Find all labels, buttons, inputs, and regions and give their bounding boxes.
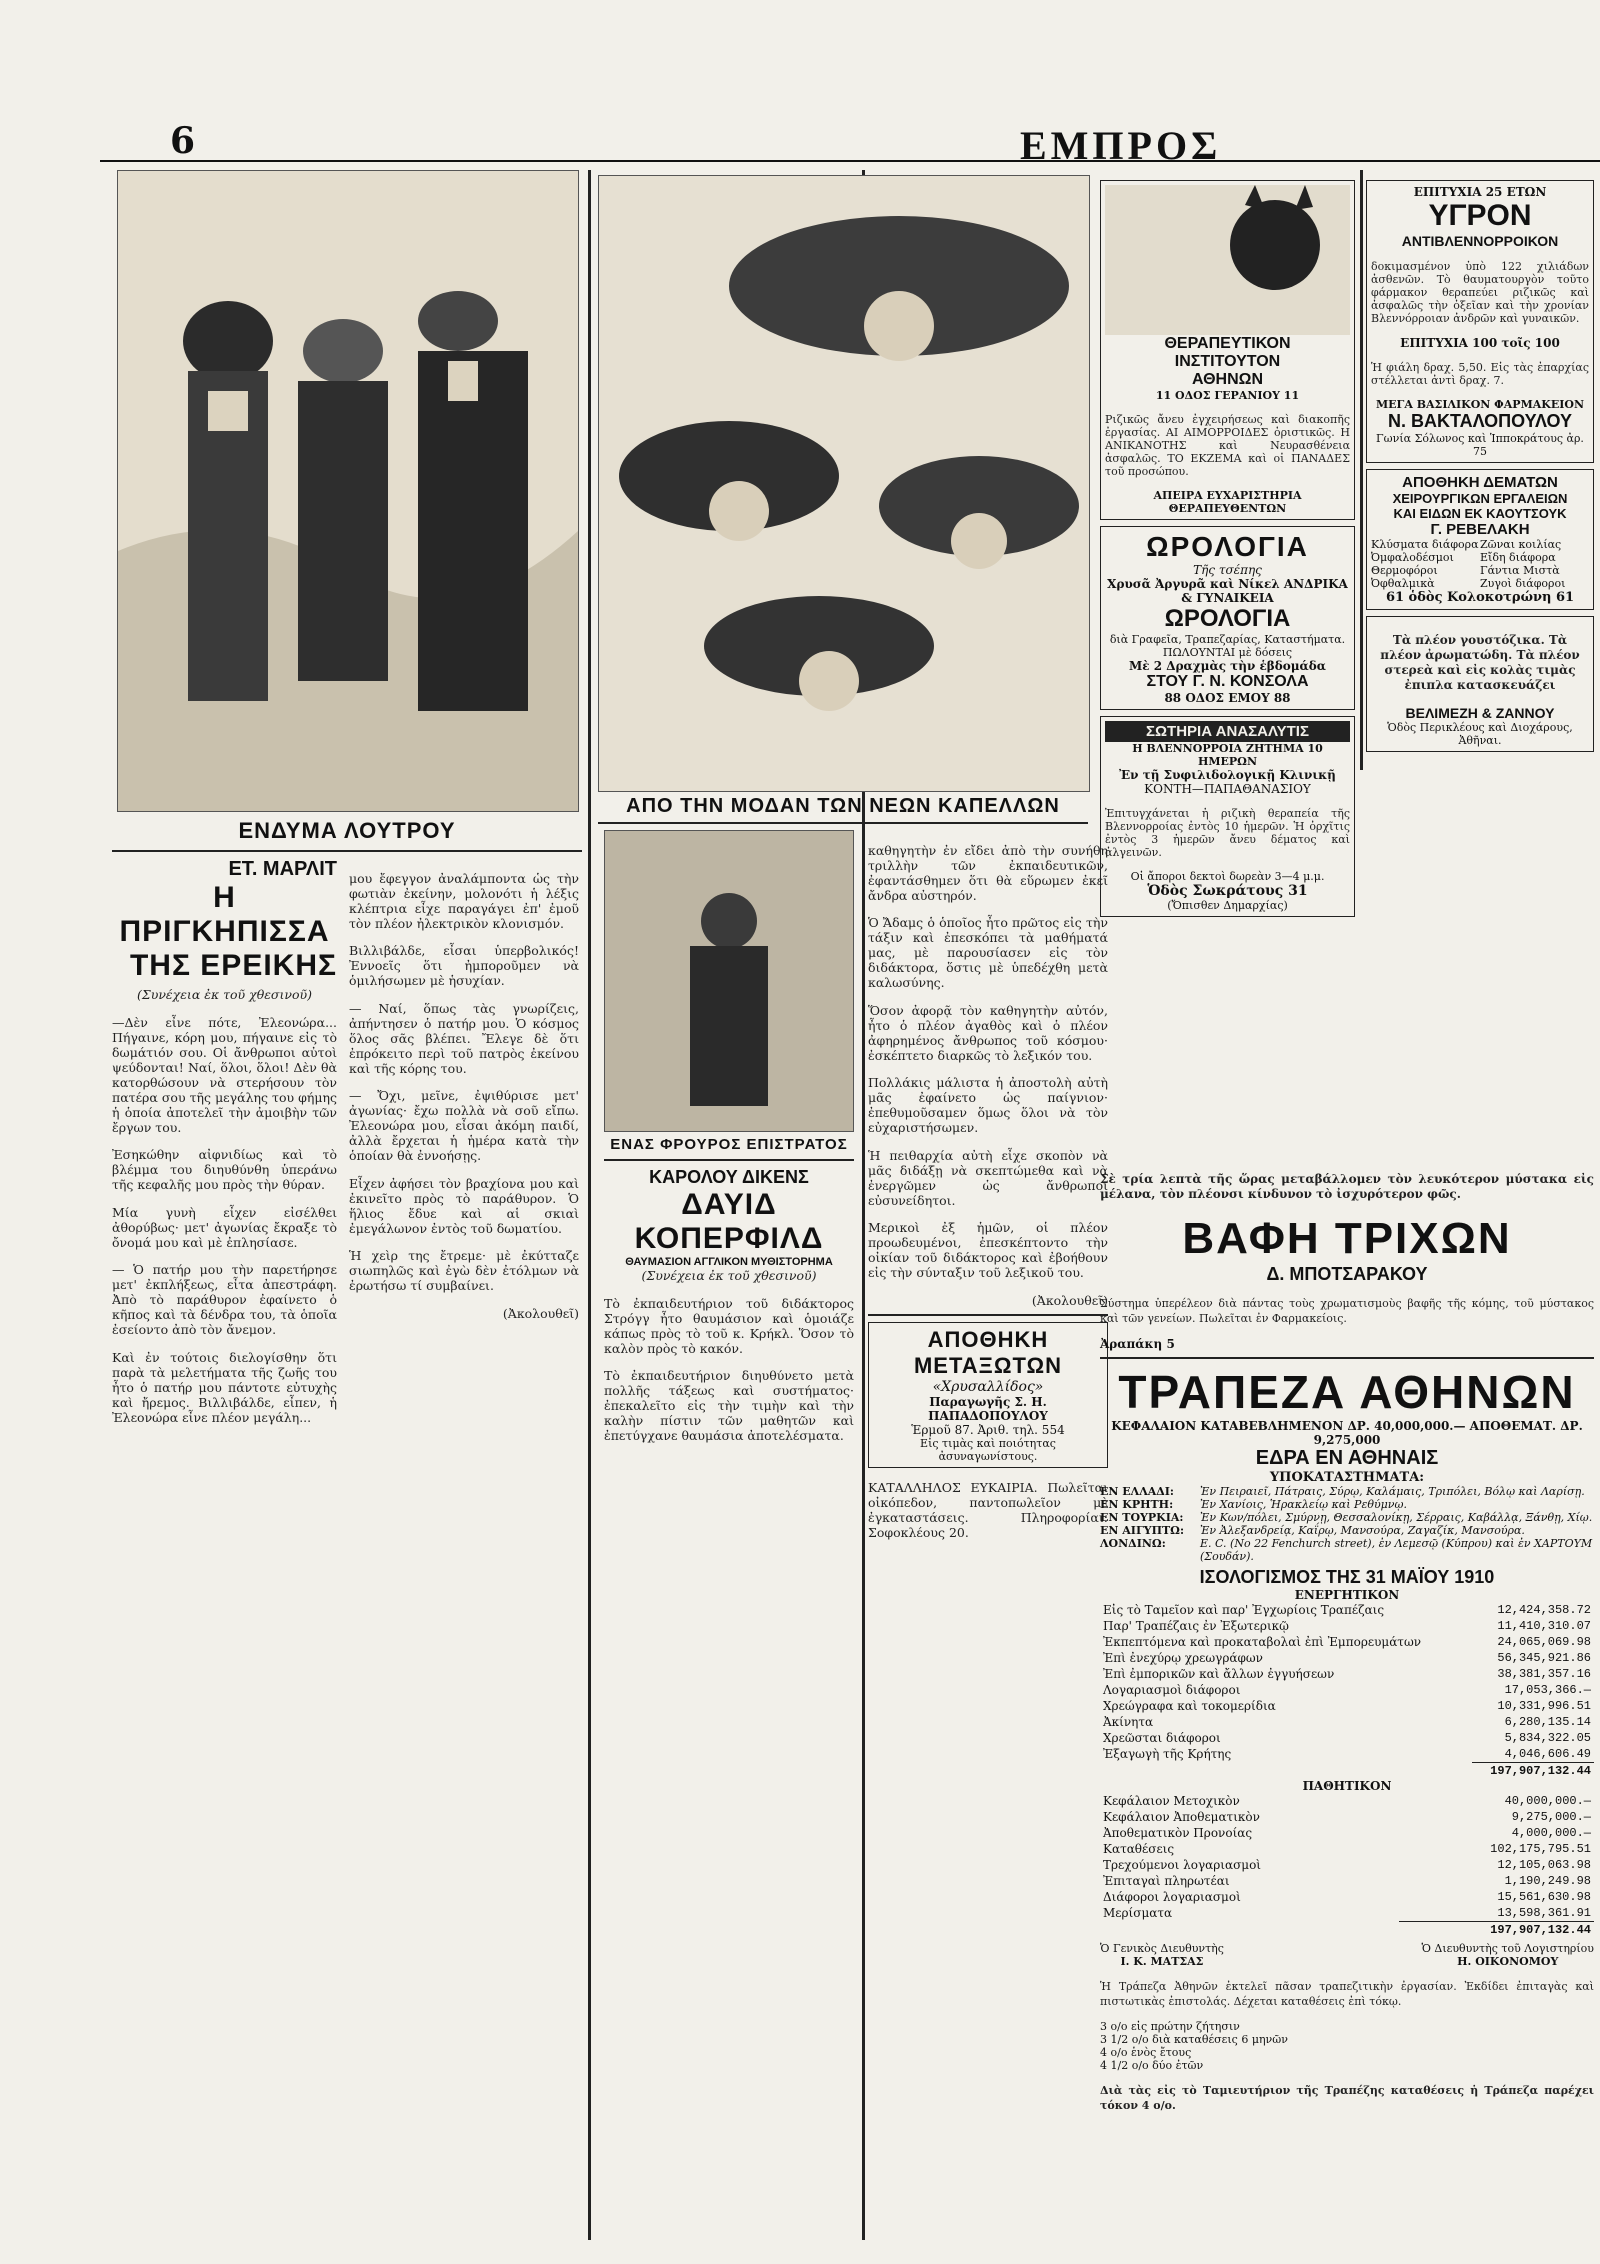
- watches-title-2: ΩΡΟΛΟΓΙΑ: [1164, 605, 1291, 632]
- bank-footer: Διὰ τὰς εἰς τὸ Ταμιευτήριον τῆς Τραπέζης καταθέσεις ἡ Τράπεζα παρέχει τόκον 4 ο/ο.: [1100, 2084, 1594, 2112]
- institute-text: Ριζικῶς ἄνευ ἐγχειρήσεως καὶ διακοπῆς ἐργασίας. ΑΙ ΑΙΜΟΡΡΟΙΔΕΣ ὁριστικῶς. Η ΑΝΙΚΑΝΟΤΗΣ καὶ Νευρασθένεια ἀσφαλῶς. ΤΟ ΕΚΖΕΜΑ καὶ οἱ ΠΑΝΑΔΕΣ τοῦ προσώπου.: [1105, 413, 1350, 478]
- watches-title: ΩΡΟΛΟΓΙΑ: [1146, 531, 1309, 562]
- furniture-address: Ὁδὸς Περικλέους καὶ Διοχάρους, Ἀθῆναι.: [1387, 721, 1573, 747]
- surgical-item: Εἴδη διάφορα: [1480, 551, 1556, 564]
- dickens-paragraph: Τὸ ἐκπαιδευτήριον διηυθύνετο μετὰ πολλῆς τάξεως καὶ συστήματος· ἐπεκαλεῖτο εἰς τὴν τιμὴν καὶ τὴν καλὴν πίστιν τῶν μαθητῶν καὶ ἐπετύγχανε θαυμάσια ἀποτελέσματα.: [604, 1368, 854, 1443]
- ledger-row: Κεφάλαιον Ἀποθεματικὸν 9,275,000.—: [1103, 1810, 1591, 1824]
- devil-figure-icon: [1105, 185, 1350, 335]
- column-rule: [1360, 170, 1363, 770]
- ledger-row: Κεφάλαιον Μετοχικὸν 40,000,000.—: [1103, 1794, 1591, 1808]
- clinic-doctors: ΚΟΝΤΗ—ΠΑΠΑΘΑΝΑΣΙΟΥ: [1144, 782, 1311, 796]
- clinic-ad: [1100, 716, 1355, 917]
- interest-row: 3 ο/ο εἰς πρώτην ζήτησιν: [1100, 2020, 1240, 2033]
- dickens-title: ΔΑΥΙΔ ΚΟΠΕΡΦΙΛΔ: [634, 1188, 824, 1255]
- dickens-paragraph: Τὸ ἐκπαιδευτήριον τοῦ διδάκτορος Στρόγγ ἦτο θαυμάσιον καὶ ὁμοιάζε κάπως πρὸς τὸ τοῦ κ. Κρήκλ. Ὅσον τὸ καλὸν πρὸς τὸ κακόν.: [604, 1295, 854, 1356]
- surgical-item: Ὀμφαλοδέσμοι: [1371, 551, 1454, 564]
- antiblenno-sub: ΑΝΤΙΒΛΕΝΝΟΡΡΟΙΚΟΝ: [1401, 233, 1559, 249]
- novel-column-2: [349, 858, 579, 1437]
- ledger-row: Ἐπιταγαὶ πληρωτέαι 1,190,249.98: [1103, 1874, 1591, 1888]
- bank-note: Ἡ Τράπεζα Ἀθηνῶν ἐκτελεῖ πᾶσαν τραπεζιτικὴν ἐργασίαν. Ἐκδίδει ἐπιταγὰς καὶ πιστωτικὰς ἐπιστολάς. Δέχεται καταθέσεις ἐπὶ τόκῳ.: [1100, 1980, 1594, 2008]
- dickens-continued: (Συνέχεια ἐκ τοῦ χθεσινοῦ): [641, 1268, 817, 1283]
- hair-dye-owner: Δ. ΜΠΟΤΣΑΡΑΚΟΥ: [1266, 1264, 1428, 1284]
- hats-caption: ΑΠΟ ΤΗΝ ΜΟΔΑΝ ΤΩΝ ΝΕΩΝ ΚΑΠΕΛΛΩΝ: [626, 795, 1060, 817]
- dickens-author: ΚΑΡΟΛΟΥ ΔΙΚΕΝΣ: [649, 1167, 809, 1187]
- novel-paragraph: Καὶ ἐν τούτοις διελογίσθην ὅτι παρὰ τὰ μελετήματα τῆς ζωῆς του ἦτο ὁ πατήρ μου πάντοτε εὐτυχὴς καὶ ἤρεμος. Βιλλιβάλδε, εἶπεν, ἡ Ἐλεονώρα εἶνε πλέον μεγάλη...: [112, 1349, 337, 1425]
- surgical-item: Ὀφθαλμικὰ: [1371, 577, 1435, 590]
- soldier-caption: ΕΝΑΣ ΦΡΟΥΡΟΣ ΕΠΙΣΤΡΑΤΟΣ: [610, 1136, 848, 1153]
- liabilities-title: ΠΑΘΗΤΙΚΟΝ: [1302, 1779, 1392, 1793]
- ledger-row: Εἰς τὸ Ταμεῖον καὶ παρ' Ἐγχωρίοις Τραπέζαις 12,424,358.72: [1103, 1603, 1591, 1617]
- signature-right: Ὁ Διευθυντὴς τοῦ Λογιστηρίου Η. ΟΙΚΟΝΟΜΟΥ: [1421, 1942, 1594, 1968]
- ledger-total: 197,907,132.44: [1100, 1763, 1594, 1780]
- silk-store-owner: Παραγωγῆς Σ. Η. ΠΑΠΑΔΟΠΟΥΛΟΥ: [928, 1394, 1048, 1423]
- therapeutic-institute-ad: [1100, 180, 1355, 520]
- ledger-total: 197,907,132.44: [1100, 1922, 1594, 1939]
- newspaper-title: ΕΜΠΡΟΣ: [1020, 123, 1222, 168]
- branch-row: [1100, 1524, 1594, 1537]
- interest-row: 4 ο/ο ἑνὸς ἔτους: [1100, 2046, 1192, 2059]
- hair-dye-address: Ἀραπάκη 5: [1100, 1337, 1175, 1351]
- ledger-row: Ἐξαγωγὴ τῆς Κρήτης 4,046,606.49: [1103, 1747, 1591, 1762]
- surgical-item: Θερμοφόροι: [1371, 564, 1438, 577]
- bank-branches-title: ΥΠΟΚΑΤΑΣΤΗΜΑΤΑ:: [1269, 1470, 1425, 1485]
- ledger-row: Χρεῶσται διάφοροι 5,834,322.05: [1103, 1731, 1591, 1745]
- silk-store-address: Ἑρμοῦ 87. Ἀριθ. τηλ. 554: [911, 1422, 1065, 1437]
- silk-store-sub: «Χρυσαλλίδος»: [932, 1378, 1044, 1395]
- ledger-row: Μερίσματα 13,598,361.91: [1103, 1906, 1591, 1921]
- clinic-address-note: (Ὄπισθεν Δημαρχίας): [1167, 899, 1288, 912]
- interest-rates: [1100, 2020, 1594, 2072]
- branch-region: ΕΝ ΑΙΓΥΠΤΩ:: [1100, 1524, 1185, 1537]
- ledger-row: Τρεχούμενοι λογαριασμοὶ 12,105,063.98: [1103, 1858, 1591, 1872]
- antiblenno-price: Ἡ φιάλη δραχ. 5,50. Εἰς τὰς ἐπαρχίας στέλλεται ἀντὶ δραχ. 7.: [1371, 361, 1589, 387]
- surgical-store-ad: [1366, 469, 1594, 610]
- ledger-row: Ἀποθεματικὸν Προνοίας 4,000,000.—: [1103, 1826, 1591, 1840]
- novel-paragraph: — Ὄχι, μεῖνε, ἐψιθύρισε μετ' ἀγωνίας· ἔχω πολλὰ νὰ σοῦ εἴπω. Ἐλεονώρα μου, εἶσαι ἀκόμη παιδί, ἀλλὰ ἔρχεται ἡ ἡμέρα κατὰ τὴν ὁποίαν θὰ ἐννοήσῃς.: [349, 1088, 579, 1163]
- novel-paragraph: —Δὲν εἶνε πότε, Ἐλεονώρα... Πήγαινε, κόρη μου, πήγαινε εἰς τὸ δωμάτιόν σου. Οἱ ἄνθρωποι αὐτοὶ ψεύδονται! Ναί, ὅλοι, ὅλοι! Δὲν θὰ κατορθώσουν νὰ στερήσουν τὸν πατέρα σου τῆς μεγάλης του φήμης ἡ ὁποία ἀποτελεῖ τὴν ἀμοιβὴν τῶν ἔργων του.: [112, 1014, 337, 1135]
- novel-paragraph: — Ναί, ὅπως τὰς γνωρίζεις, ἀπήντησεν ὁ πατήρ μου. Ὁ κόσμος ὅλος σᾶς βλέπει. Ἔλεγε δὲ ὅτι ἐπρόκειτο περὶ τοῦ πατρὸς ἐκείνου καὶ τῆς κόρης του.: [349, 1000, 579, 1076]
- bank-title: ΤΡΑΠΕΖΑ ΑΘΗΝΩΝ: [1118, 1366, 1576, 1418]
- institute-address: 11 ΟΔΟΣ ΓΕΡΑΝΙΟΥ 11: [1155, 389, 1300, 402]
- ledger-row: Καταθέσεις 102,175,795.51: [1103, 1842, 1591, 1856]
- antiblenno-years: ΕΠΙΤΥΧΙΑ 25 ΕΤΩΝ: [1413, 185, 1547, 199]
- branch-row: [1100, 1498, 1594, 1511]
- branch-row: [1100, 1537, 1594, 1563]
- novel-author: ΕΤ. ΜΑΡΛΙΤ: [228, 858, 337, 880]
- branch-row: [1100, 1485, 1594, 1498]
- fashion-hats-drawing: [599, 176, 1089, 791]
- branch-cities: E. C. (No 22 Fenchurch street), ἐν Λεμεσῷ (Κύπρου) καὶ ἐν ΧΑΡΤΟΥΜ (Σουδάν).: [1200, 1537, 1593, 1563]
- surgical-title: ΑΠΟΘΗΚΗ ΔΕΜΑΤΩΝ: [1402, 474, 1558, 491]
- liabilities-table: [1100, 1793, 1594, 1938]
- surgical-item: Ζυγοὶ διάφοροι: [1480, 577, 1566, 590]
- surgical-items: [1371, 538, 1589, 590]
- silk-store-note: Εἰς τιμὰς καὶ ποιότητας ἀσυναγωνίστους.: [920, 1436, 1056, 1463]
- signatures: [1100, 1942, 1594, 1968]
- ledger-row: Λογαριασμοὶ διάφοροι 17,053,366.—: [1103, 1683, 1591, 1697]
- pharmacy-address: Γωνία Σόλωνος καὶ Ἱπποκράτους ἀρ. 75: [1376, 432, 1584, 458]
- pharmacy-name: ΜΕΓΑ ΒΑΣΙΛΙΚΟΝ ΦΑΡΜΑΚΕΙΟΝ: [1375, 398, 1585, 411]
- antiblenno-title: ΥΓΡΟΝ: [1428, 199, 1532, 232]
- dickens-subtitle: ΘΑΥΜΑΣΙΟΝ ΑΓΓΛΙΚΟΝ ΜΥΘΙΣΤΟΡΗΜΑ: [625, 1256, 833, 1268]
- ledger-row: Ἐπὶ ἐμπορικῶν καὶ ἄλλων ἐγγυήσεων 38,381,357.16: [1103, 1667, 1591, 1681]
- dickens-continues: (Ἀκολουθεῖ): [1031, 1292, 1108, 1308]
- hair-dye-text: Σύστημα ὑπερέλεον διὰ πάντας τοὺς χρωματισμοὺς βαφῆς τῆς κόμης, τοῦ μύστακος καὶ τῶν γενείων. Πωλεῖται ἐν Φαρμακείοις.: [1100, 1297, 1594, 1325]
- surgical-sub2: ΚΑΙ ΕΙΔΩΝ ΕΚ ΚΑΟΥΤΣΟΥΚ: [1393, 506, 1567, 521]
- surgical-item: Κλύσματα διάφορα: [1371, 538, 1479, 551]
- institute-footer: ΑΠΕΙΡΑ ΕΥΧΑΡΙΣΤΗΡΙΑ ΘΕΡΑΠΕΥΘΕΝΤΩΝ: [1153, 489, 1302, 515]
- masthead: [100, 120, 1600, 168]
- page-number: 6: [170, 120, 196, 162]
- classified-ad: ΚΑΤΑΛΛΗΛΟΣ ΕΥΚΑΙΡΙΑ. Πωλεῖται οἰκόπεδον, παντοπωλεῖον μὲ ἐγκαταστάσεις. Πληροφορίαι: Σοφοκλέους 20.: [868, 1480, 1108, 1540]
- dickens-paragraph: Ἡ πειθαρχία αὐτὴ εἶχε σκοπὸν νὰ μᾶς διδάξῃ νὰ σκεπτώμεθα καὶ νὰ ἐνεργῶμεν ὡς ἄνθρωποι εὐσυνείδητοι.: [868, 1147, 1108, 1208]
- antiblenno-ad: [1366, 180, 1594, 463]
- novel-paragraph: — Ὁ πατήρ μου τὴν παρετήρησε μετ' ἐκπλήξεως, εἶτα ἀπεστράφη. Ἀπὸ τὸ παράθυρον ἐφαίνετο ὁ κῆπος καὶ τὰ δένδρα του, τὰ ὁποῖα ἐσείοντο ἀπὸ τὸν ἄνεμον.: [112, 1262, 337, 1337]
- soldier-figure: [605, 831, 853, 1131]
- novel-paragraph: Εἶχεν ἀφήσει τὸν βραχίονα μου καὶ ἐκινεῖτο πρὸς τὸ παράθυρον. Ὁ ἥλιος ἔδυε καὶ αἱ σκιαὶ ἐμεγάλωνον ἐντὸς τοῦ δωματίου.: [349, 1175, 579, 1236]
- dickens-paragraph: Μερικοὶ ἐξ ἡμῶν, οἱ πλέον προωδευμένοι, ἐπεσκέπτοντο τὴν οἰκίαν τοῦ διδάκτορος καὶ ἐβοήθουν εἰς τὴν σύνταξιν τοῦ λεξικοῦ του.: [868, 1220, 1108, 1280]
- bathing-caption: ΕΝΔΥΜΑ ΛΟΥΤΡΟΥ: [238, 818, 456, 843]
- clinic-address: Ὁδὸς Σωκράτους 31: [1147, 883, 1308, 899]
- pharmacy-owner: Ν. ΒΑΚΤΑΛΟΠΟΥΛΟΥ: [1387, 411, 1573, 431]
- assets-table: [1100, 1602, 1594, 1779]
- dickens-paragraph: Ὅσον ἀφορᾷ τὸν καθηγητὴν αὐτόν, ἦτο ὁ πλέον ἀγαθὸς καὶ ὁ πλέον ἀφηρημένος ἄνθρωπος τοῦ κόσμου· ἐσκέπτετο διαρκῶς τὸ λεξικόν του.: [868, 1002, 1108, 1063]
- hair-dye-title: ΒΑΦΗ ΤΡΙΧΩΝ: [1182, 1214, 1512, 1263]
- silk-store-ad: [868, 1322, 1108, 1468]
- branch-cities: Ἐν Κων/πόλει, Σμύρνῃ, Θεσσαλονίκῃ, Σέρραις, Καβάλλᾳ, Ξάνθῃ, Χίῳ.: [1200, 1511, 1593, 1524]
- branch-region: ΕΝ ΤΟΥΡΚΙΑ:: [1100, 1511, 1184, 1524]
- ads-column-5: [1100, 180, 1355, 923]
- novel-column-1: [112, 858, 337, 1437]
- furniture-ad: [1366, 616, 1594, 752]
- watches-text-2: διὰ Γραφεῖα, Τραπεζαρίας, Καταστήματα. ΠΩΛΟΥΝΤΑΙ μὲ δόσεις: [1109, 633, 1346, 659]
- dickens-column-2: [868, 830, 1108, 1553]
- novel-paragraph: Ἡ χεὶρ της ἔτρεμε· μὲ ἐκύτταζε σιωπηλῶς καὶ ἐγὼ δὲν ἐτόλμων νὰ ἐρωτήσω τί συμβαίνει.: [349, 1248, 579, 1293]
- watches-address: 88 ΟΔΟΣ ΕΜΟΥ 88: [1164, 691, 1291, 705]
- novel-paragraph: Μία γυνὴ εἶχεν εἰσέλθει ἀθορύβως· μετ' ἀγωνίας ἔκραξε τὸ ὄνομά μου καὶ μὲ ἐπλησίασε.: [112, 1204, 337, 1250]
- watches-sub: Τῆς τσέπης: [1193, 563, 1262, 577]
- antiblenno-text: δοκιμασμένον ὑπὸ 122 χιλιάδων ἀσθενῶν. Τὸ θαυματουργὸν τοῦτο φάρμακον θεραπεύει ριζικῶς καὶ ἀσφαλῶς τὴν ὀξεῖαν καὶ τὴν χρονίαν Βλεννόρροιαν ἀνδρῶν καὶ γυναικῶν.: [1371, 260, 1589, 325]
- clinic-text: Ἐπιτυγχάνεται ἡ ριζικὴ θεραπεία τῆς Βλεννορροίας ἐντὸς 10 ἡμερῶν. Ἡ ὀρχῖτις ἐντὸς 3 ἡμερῶν ἄνευ δέματος καὶ ἀλγεινῶν.: [1105, 807, 1350, 859]
- institute-line2: ΙΝΣΤΙΤΟΥΤΟΝ: [1174, 353, 1281, 370]
- ledger-row: Ἐκπεπτόμενα καὶ προκαταβολαὶ ἐπὶ Ἐμπορευμάτων 24,065,069.98: [1103, 1635, 1591, 1649]
- assets-title: ΕΝΕΡΓΗΤΙΚΟΝ: [1294, 1588, 1400, 1602]
- branch-row: [1100, 1511, 1594, 1524]
- ledger-row: Ἐπὶ ἐνεχύρῳ χρεωγράφων 56,345,921.86: [1103, 1651, 1591, 1665]
- interest-row: 3 1/2 ο/ο διὰ καταθέσεις 6 μηνῶν: [1100, 2033, 1288, 2046]
- furniture-text: Τὰ πλέον γουστόζικα. Τὰ πλέον ἀρωματώδη. Τὰ πλέον στερεὰ καὶ εἰς κολὰς τιμὰς ἐπιπλα κατασκευάζει: [1380, 633, 1580, 692]
- ledger-row: Ἀκίνητα 6,280,135.14: [1103, 1715, 1591, 1729]
- ads-column-6: [1366, 180, 1594, 758]
- furniture-makers: ΒΕΛΙΜΕΖΗ & ΖΑΝΝΟΥ: [1405, 705, 1555, 721]
- novel-paragraph: μου ἔφεγγον ἀναλάμποντα ὡς τὴν φωτιὰν ἐκείνην, μολονότι ἡ λέξις κλέπτρια εἶχε παραγάγει ἐπ' ἐμοῦ τὸν πλέον ἠλεκτρικὸν κλονισμόν.: [349, 870, 579, 931]
- ledger-row: Χρεώγραφα καὶ τοκομερίδια 10,331,996.51: [1103, 1699, 1591, 1713]
- surgical-item: Γάντια Μιστὰ: [1480, 564, 1560, 577]
- surgical-sub1: ΧΕΙΡΟΥΡΓΙΚΩΝ ΕΡΓΑΛΕΙΩΝ: [1392, 491, 1568, 506]
- novel-paragraph: Βιλλιβάλδε, εἶσαι ὑπερβολικός! Ἐννοεῖς ὅτι ἠμποροῦμεν νὰ ὁμιλήσωμεν μὲ ἡσυχίαν.: [349, 943, 579, 988]
- hair-intro: Σὲ τρία λεπτὰ τῆς ὥρας μεταβάλλομεν τὸν λευκότερον μύστακα εἰς μέλανα, τὸν πλέονσι κίνδυνον τὸ ἰσχυρότερον φῶς.: [1100, 1172, 1594, 1201]
- institute-line3: ΑΘΗΝΩΝ: [1191, 371, 1264, 388]
- silk-store-title: ΑΠΟΘΗΚΗ ΜΕΤΑΞΩΤΩΝ: [913, 1326, 1063, 1378]
- novel-title-line2: ΤΗΣ ΕΡΕΙΚΗΣ: [129, 949, 337, 982]
- watches-ad: [1100, 526, 1355, 710]
- balance-title: ΙΣΟΛΟΓΙΣΜΟΣ ΤΗΣ 31 ΜΑΪΟΥ 1910: [1199, 1567, 1495, 1587]
- antiblenno-success: ΕΠΙΤΥΧΙΑ 100 τοῖς 100: [1400, 336, 1560, 350]
- surgical-address: 61 ὁδὸς Κολοκοτρώνη 61: [1385, 590, 1575, 605]
- dickens-column: [604, 830, 854, 1456]
- column-rule: [588, 170, 591, 2240]
- branch-region: ΕΝ ΕΛΛΑΔΙ:: [1100, 1485, 1174, 1498]
- soldier-photo: [604, 830, 854, 1132]
- surgical-item: Ζῶναι κοιλίας: [1480, 538, 1562, 551]
- clinic-title: ΣΩΤΗΡΙΑ ΑΝΑΣΑΛΥΤΙΣ: [1105, 721, 1350, 742]
- dickens-paragraph: Πολλάκις μάλιστα ἡ ἀποστολὴ αὐτὴ μᾶς ἐφαίνετο ὡς παίγνιον· ἐπεθυμοῦσαμεν ὅμως ὅλοι νὰ τὸν εὐχαριστήσωμεν.: [868, 1075, 1108, 1135]
- novel-paragraph: Ἐσηκώθην αἰφνιδίως καὶ τὸ βλέμμα του διηυθύνθη ὑπεράνω τῆς κεφαλῆς μου πρὸς τὴν θύραν.: [112, 1147, 337, 1192]
- dickens-paragraph: καθηγητὴν ἐν εἴδει ἀπὸ τὴν συνήθη τριλλὴν τῶν ἐκπαιδευτικῶν, ἐφαντάσθημεν ὅτι θὰ εὕρωμεν ἐκεῖ ἄνδρα αὐστηρόν.: [868, 842, 1108, 903]
- branch-region: ΛΟΝΔΙΝΩ:: [1100, 1537, 1166, 1550]
- clinic-name-line: Ἐν τῇ Συφιλιδολογικῇ Κλινικῇ: [1119, 768, 1336, 782]
- interest-row: 4 1/2 ο/ο δύο ἐτῶν: [1100, 2059, 1204, 2072]
- lower-right-section: [1100, 1160, 1594, 2124]
- clinic-hours: Οἱ ἄποροι δεκτοὶ δωρεὰν 3—4 μ.μ.: [1130, 870, 1325, 883]
- bank-seat: ΕΔΡΑ ΕΝ ΑΘΗΝΑΙΣ: [1255, 1447, 1439, 1469]
- left-section: [112, 170, 582, 2240]
- bank-branches: [1100, 1485, 1594, 1563]
- bathing-women-drawing: [118, 171, 578, 811]
- surgical-owner: Γ. ΡΕΒΕΛΑΚΗ: [1430, 521, 1530, 538]
- ledger-row: Παρ' Τραπέζαις ἐν Ἐξωτερικῷ 11,410,310.07: [1103, 1619, 1591, 1633]
- novel-continues: (Ἀκολουθεῖ): [502, 1305, 579, 1321]
- watches-installment: Μὲ 2 Δραχμὰς τὴν ἑβδομάδα: [1128, 659, 1327, 673]
- branch-cities: Ἐν Ἀλεξανδρείᾳ, Καΐρῳ, Μανσούρα, Ζαγαζίκ, Μανσούρα.: [1200, 1524, 1525, 1537]
- clinic-sub: Η ΒΛΕΝΝΟΡΡΟΙΑ ΖΗΤΗΜΑ 10 ΗΜΕΡΩΝ: [1132, 742, 1323, 768]
- novel-continued: (Συνέχεια ἐκ τοῦ χθεσινοῦ): [137, 987, 312, 1002]
- hats-illustration: [598, 175, 1090, 792]
- watches-seller: ΣΤΟΥ Γ. Ν. ΚΟΝΣΟΛΑ: [1146, 673, 1309, 690]
- dickens-paragraph: Ὁ Ἄδαμς ὁ ὁποῖος ἦτο πρῶτος εἰς τὴν τάξιν καὶ ἐπεσκόπει τὰ μαθήματά μας, μὲ παρουσίασεν εἰς τὸν διδάκτορα, ὅστις μὲ ὑπεδέχθη μετὰ καλωσύνης.: [868, 915, 1108, 990]
- signature-left: Ὁ Γενικὸς Διευθυντὴς Ι. Κ. ΜΑΤΣΑΣ: [1100, 1942, 1224, 1968]
- branch-region: ΕΝ ΚΡΗΤΗ:: [1100, 1498, 1174, 1511]
- watches-text: Χρυσᾶ Ἀργυρᾶ καὶ Νίκελ ΑΝΔΡΙΚΑ & ΓΥΝΑΙΚΕΙΑ: [1107, 577, 1348, 605]
- branch-cities: Ἐν Χανίοις, Ἡρακλείῳ καὶ Ρεθύμνῳ.: [1200, 1498, 1407, 1511]
- ledger-row: Διάφοροι λογαριασμοὶ 15,561,630.98: [1103, 1890, 1591, 1904]
- branch-cities: Ἐν Πειραιεῖ, Πάτραις, Σύρῳ, Καλάμαις, Τριπόλει, Βόλῳ καὶ Λαρίσῃ.: [1200, 1485, 1585, 1498]
- institute-line1: ΘΕΡΑΠΕΥΤΙΚΟΝ: [1164, 335, 1291, 352]
- novel-title-line1: Η ΠΡΙΓΚΗΠΙΣΣΑ: [119, 881, 330, 948]
- bathing-costume-illustration: [117, 170, 579, 812]
- bank-capital: ΚΕΦΑΛΑΙΟΝ ΚΑΤΑΒΕΒΛΗΜΕΝΟΝ ΔΡ. 40,000,000.— ΑΠΟΘΕΜΑΤ. ΔΡ. 9,275,000: [1111, 1419, 1583, 1447]
